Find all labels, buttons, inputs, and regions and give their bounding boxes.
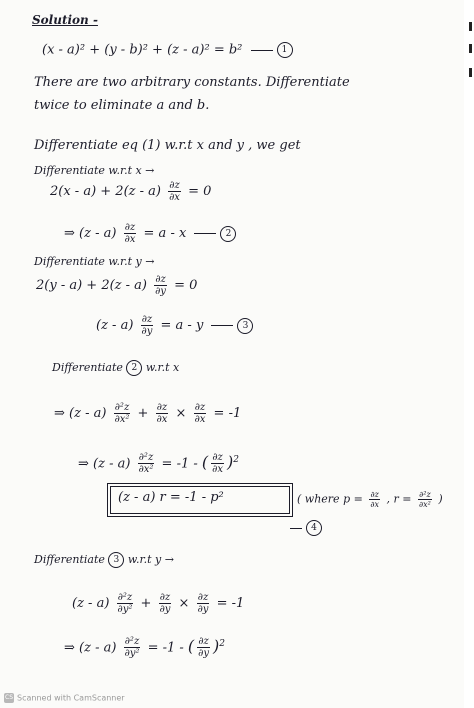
- equation-tag-3: 3: [108, 552, 124, 568]
- differentiate-wrt-x-heading: Differentiate w.r.t x →: [34, 164, 155, 177]
- fraction-d2z-dx2: $\frac{\text{∂²z}}{\text{∂x²}}$: [114, 402, 130, 425]
- equation-y-line: [36, 274, 197, 297]
- equation-3-left: (z - a): [96, 318, 134, 333]
- edge-mark: [469, 22, 472, 31]
- intro-line-1: There are two arbitrary constants. Differentiate: [34, 75, 350, 90]
- equation-1-text: (x - a)² + (y - b)² + (z - a)² = b²: [42, 42, 243, 58]
- fraction-dz-dx: $\frac{\partial z}{\partial x}$: [212, 452, 223, 476]
- equation-tag-2: 2: [126, 360, 142, 376]
- equation-2x-a: ⇒ (z - a) $\frac{\text{∂²z}}{\text{∂x²}}$ + $\frac{\partial z}{\partial x}$ × $\frac{\partial z}{\partial x}$ = -1: [54, 402, 242, 425]
- equation-2x-b: ⇒ (z - a) $\frac{\text{∂²z}}{\text{∂x²}}$ = -1 - ( $\frac{\partial z}{\partial x}$ )$^2$: [78, 452, 239, 476]
- fraction-d2z-dy2: $\frac{\text{∂²z}}{\text{∂y²}}$: [124, 636, 140, 660]
- fraction-dz-dy: $\frac{\partial z}{\partial y}$: [141, 314, 153, 337]
- equation-2-right: = a - x: [143, 226, 187, 241]
- equation-dash: [194, 233, 216, 234]
- fraction-dz-dy: $\frac{\partial z}{\partial y}$: [197, 592, 209, 615]
- equation-y-right: = 0: [174, 278, 198, 293]
- equation-x-right: = 0: [188, 184, 212, 199]
- equation-tag-4: 4: [306, 520, 322, 536]
- equation-tag-4-line: [286, 520, 322, 537]
- equation-tag-1: 1: [277, 42, 293, 58]
- edge-mark: [469, 68, 472, 77]
- camscanner-logo-icon: CS: [5, 694, 13, 701]
- equation-4-boxed: (z - a) r = -1 - p²: [118, 490, 224, 505]
- equation-2-left: ⇒ (z - a): [64, 226, 117, 241]
- fraction-dz-dx: $\frac{\partial z}{\partial x}$: [124, 222, 136, 245]
- fraction-dz-dy: $\frac{\partial z}{\partial y}$: [155, 274, 166, 297]
- equation-3-right: = a - y: [160, 318, 204, 333]
- scanner-watermark-text: Scanned with CamScanner: [17, 693, 125, 703]
- fraction-d2z-dy2: $\frac{\text{∂²z}}{\text{∂y²}}$: [117, 592, 133, 615]
- fraction-dz-dy: $\frac{\partial z}{\partial y}$: [198, 636, 209, 660]
- differentiate-wrt-xy: Differentiate eq (1) w.r.t x and y , we get: [34, 138, 301, 153]
- intro-line-2: twice to eliminate a and b.: [34, 98, 210, 113]
- fraction-d2z-dx2: $\frac{\text{∂²z}}{\text{∂x²}}$: [138, 452, 154, 476]
- equation-x-left: 2(x - a) + 2(z - a): [50, 184, 161, 199]
- fraction-dz-dx: $\frac{\partial z}{\partial x}$: [169, 180, 180, 203]
- differentiate-eq2-wrt-x: Differentiate 2 w.r.t x: [52, 361, 180, 374]
- equation-y-left: 2(y - a) + 2(z - a): [36, 278, 147, 293]
- fraction-dz-dx: $\frac{\partial z}{\partial x}$: [156, 402, 168, 425]
- fraction-dz-dy: $\frac{\partial z}{\partial y}$: [159, 592, 171, 615]
- equation-1: [42, 42, 293, 59]
- equation-3y-a: (z - a) $\frac{\text{∂²z}}{\text{∂y²}}$ + $\frac{\partial z}{\partial y}$ × $\frac{\partial z}{\partial y}$ = -1: [72, 592, 245, 615]
- scanner-watermark: [4, 693, 125, 703]
- equation-dash: [211, 325, 233, 326]
- page-edge: [464, 0, 474, 708]
- fraction-d2z-dx2: $\frac{\text{∂²z}}{\text{∂x²}}$: [418, 490, 431, 509]
- differentiate-eq3-wrt-y: Differentiate 3 w.r.t y →: [34, 553, 174, 566]
- fraction-dz-dx: $\frac{\partial z}{\partial x}$: [370, 490, 379, 509]
- equation-x-line: [50, 180, 211, 203]
- equation-3: [96, 314, 253, 337]
- equation-dash: [251, 50, 273, 51]
- solution-heading: Solution -: [32, 13, 98, 27]
- fraction-dz-dx: $\frac{\partial z}{\partial x}$: [194, 402, 206, 425]
- differentiate-wrt-y-heading: Differentiate w.r.t y →: [34, 255, 155, 268]
- equation-dash: [290, 528, 302, 529]
- equation-tag-2: 2: [220, 226, 236, 242]
- equation-2: [64, 222, 236, 245]
- where-definition: ( where p = $\frac{\partial z}{\partial x}$ , r = $\frac{\text{∂²z}}{\text{∂x²}}$ ): [297, 490, 443, 509]
- equation-3y-b: ⇒ (z - a) $\frac{\text{∂²z}}{\text{∂y²}}$ = -1 - ( $\frac{\partial z}{\partial y}$ )$^2$: [64, 636, 225, 660]
- equation-tag-3: 3: [237, 318, 253, 334]
- edge-mark: [469, 44, 472, 53]
